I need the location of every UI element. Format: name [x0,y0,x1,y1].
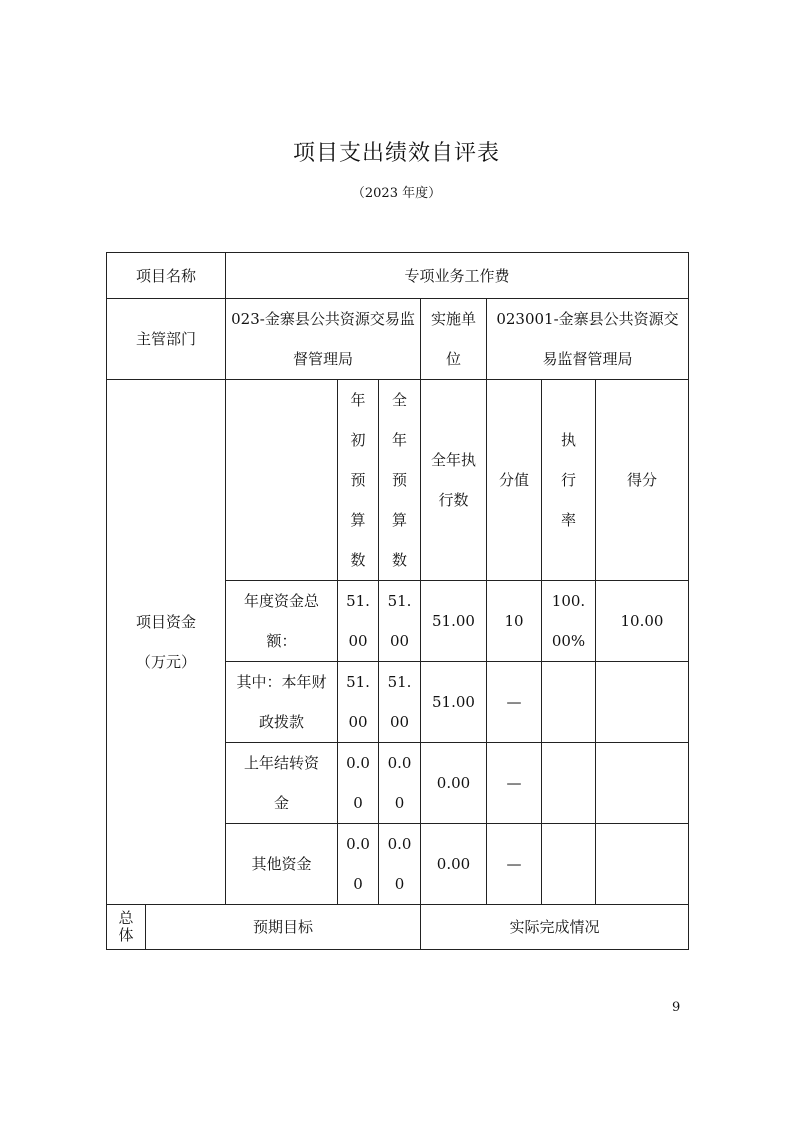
performance-table [106,252,689,950]
row-score [596,743,689,824]
header-exec-rate: 执行率 [542,380,596,581]
row-annual: 51.00 [379,581,421,662]
row-initial: 0.00 [338,743,379,824]
header-score-weight: 分值 [487,380,542,581]
impl-value: 023001-金寨县公共资源交易监督管理局 [487,299,689,380]
page-subtitle: （2023 年度） [351,186,442,201]
header-annual-budget: 全年预算数 [379,380,421,581]
row-label: 其他资金 [226,824,338,905]
actual-completion-label: 实际完成情况 [421,905,689,950]
dept-label: 主管部门 [107,299,226,380]
row-initial: 51.00 [338,581,379,662]
header-executed: 全年执行数 [421,380,487,581]
row-score [596,662,689,743]
row-rate: 100.00% [542,581,596,662]
expected-goal-label: 预期目标 [146,905,421,950]
row-initial: 0.00 [338,824,379,905]
row-label: 其中：本年财政拨款 [226,662,338,743]
row-annual: 0.00 [379,824,421,905]
row-weight: — [487,743,542,824]
row-score [596,824,689,905]
impl-label: 实施单位 [421,299,487,380]
project-name-label: 项目名称 [107,253,226,299]
dept-value: 023-金寨县公共资源交易监督管理局 [226,299,421,380]
row-annual: 51.00 [379,662,421,743]
project-name-value: 专项业务工作费 [226,253,689,299]
header-initial-budget: 年初预算数 [338,380,379,581]
row-weight: — [487,824,542,905]
row-executed: 51.00 [421,662,487,743]
row-executed: 51.00 [421,581,487,662]
row-rate [542,743,596,824]
row-rate [542,662,596,743]
row-annual: 0.00 [379,743,421,824]
row-weight: — [487,662,542,743]
row-executed: 0.00 [421,743,487,824]
header-blank [226,380,338,581]
page-number: 9 [672,1000,681,1015]
row-label: 上年结转资金 [226,743,338,824]
overall-label: 总体 [107,905,146,950]
row-initial: 51.00 [338,662,379,743]
funds-label: 项目资金（万元） [107,380,226,905]
header-score: 得分 [596,380,689,581]
row-score: 10.00 [596,581,689,662]
row-executed: 0.00 [421,824,487,905]
page-title: 项目支出绩效自评表 [292,141,500,166]
row-label: 年度资金总额： [226,581,338,662]
row-rate [542,824,596,905]
row-weight: 10 [487,581,542,662]
